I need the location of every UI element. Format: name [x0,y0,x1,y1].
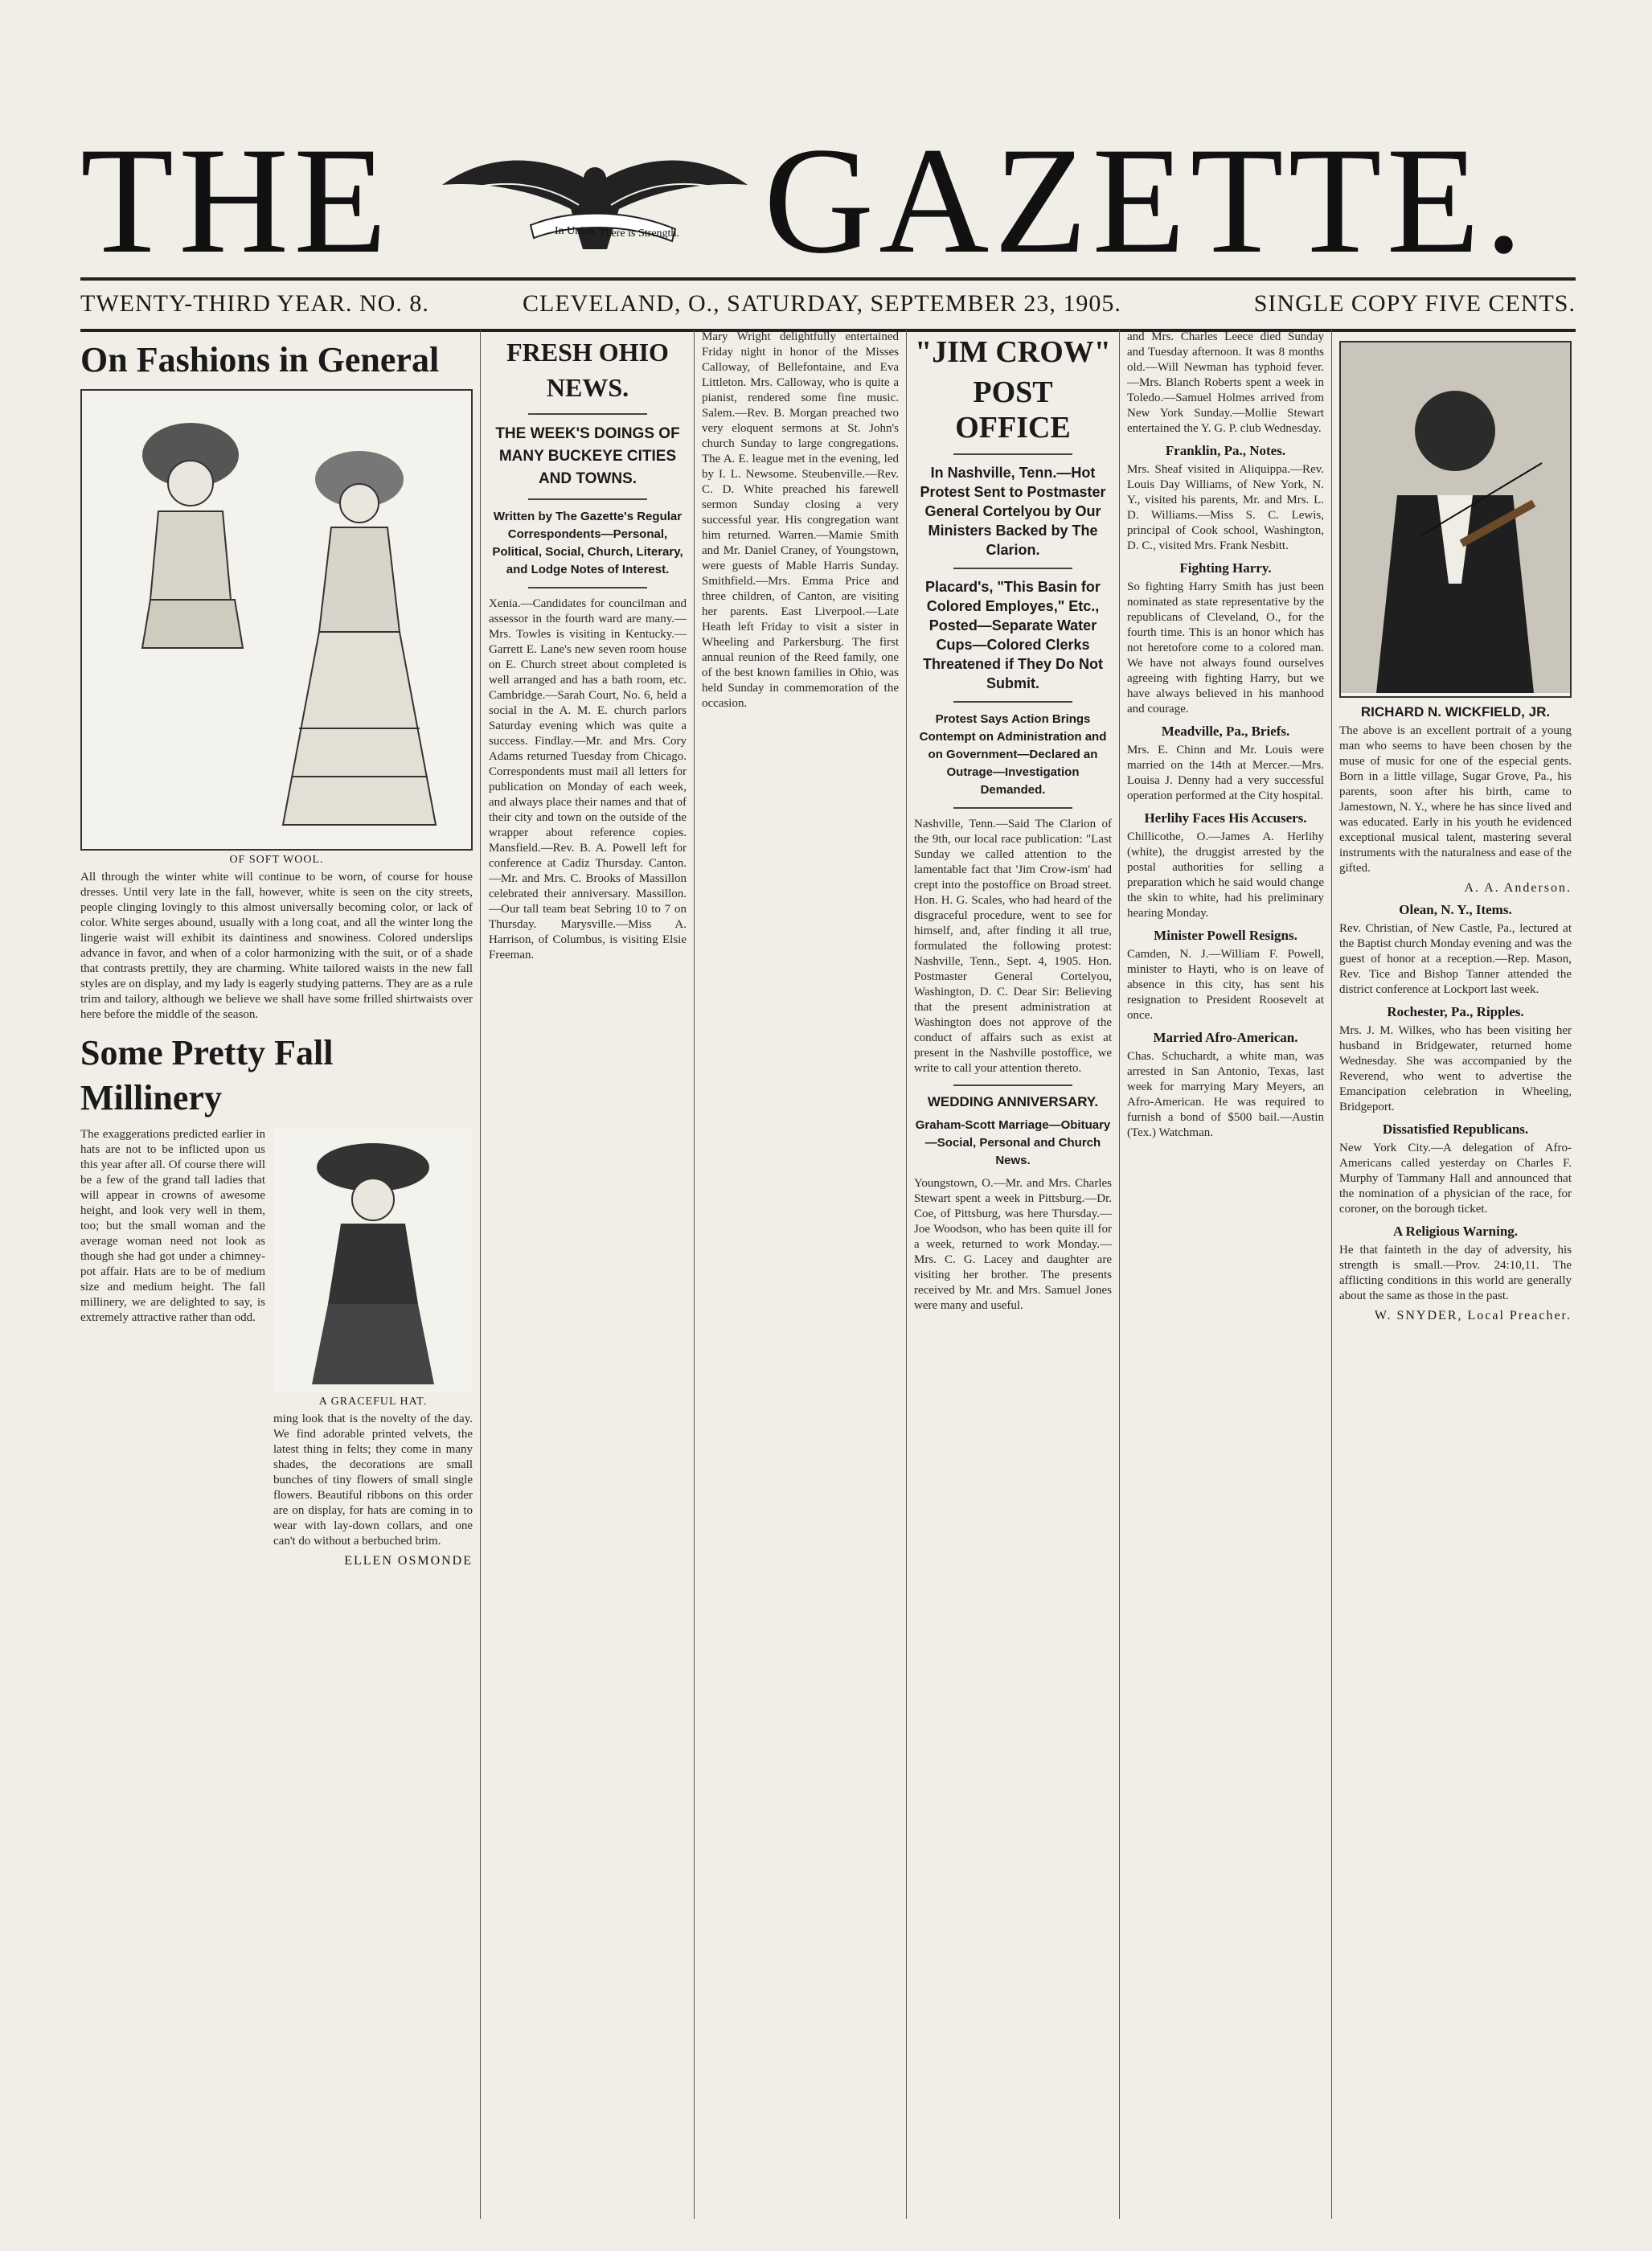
portrait-signature: A. A. Anderson. [1464,881,1572,895]
herlihy-text: Chillicothe, O.—James A. Herlihy (white), the druggist arrested by the postal authorities for selling a preparation which he said would change the skin to white, had his preliminary hearing Monday. [1127,830,1324,920]
eagle-motto-2: There is Strength. [599,228,679,240]
column-rule [1119,330,1120,2219]
woman-hat-icon [273,1127,473,1392]
olean-text: Rev. Christian, of New Castle, Pa., lectured at the Baptist church Monday evening and was the guest of honor at a reception.—Rep. Mason, Rev. Tice and Bishop Tanner attended the district conference at Lockport last week. [1339,922,1572,996]
powell-text: Camden, N. J.—William F. Powell, minister to Hayti, who is on leave of absence in this city, has sent his resignation to President Roosevelt at once. [1127,948,1324,1022]
wedding-text: Youngstown, O.—Mr. and Mrs. Charles Stewart spent a week in Pittsburg.—Dr. Coe, of Pittsburg, was here Thursday.—Joe Woodson, who has been quite ill for a week, returned to work Monday.—Mrs. C. G. Lacey and daughter are visiting her brother. The presents received by Mr. and Mrs. Samuel Jones were many and useful. [914,1177,1112,1312]
powell-head: Minister Powell Resigns. [1154,928,1297,943]
rochester-text: Mrs. J. M. Wilkes, who has been visiting her husband in Bridgewater, returned home Wednesday. She was accompanied by the Reverend, who went to advertise the Emancipation celebration in Wheeling, Bridgeport. [1339,1024,1572,1113]
divider [953,453,1072,455]
divider [528,587,647,588]
religious-text: He that fainteth in the day of adversity, his strength is small.—Prov. 24:10,11. The afflicting conditions in this world are generally about the same as those in the past. [1339,1244,1572,1302]
fashion-caption: OF SOFT WOOL. [229,854,324,866]
portrait-caption: RICHARD N. WICKFIELD, JR. [1360,704,1551,720]
jim-crow-headline-2: POST OFFICE [955,375,1071,445]
column-rule [1331,330,1332,2219]
religious-head: A Religious Warning. [1392,1224,1519,1239]
divider [953,807,1072,809]
ohio-news-continued-text: Mary Wright delightfully entertained Friday night in honor of the Misses Calloway, of Bellefontaine, and Eva Littleton. Mrs. Calloway, who is quite a pianist, rendered some fine music. Salem.—Rev. B. Morgan preached two very eloquent sermons at St. John's church Sunday to large congregations. The A. E. league met in the evening, led by I. L. Newsome. Steubenville.—Rev. C. D. White preached his farewell sermon Sunday closing a very successful year. His congregation want him returned. Warren.—Mamie Smith and Mr. Daniel Craney, of Youngstown, were guests of Mable Harris Sunday. Smithfield.—Mrs. Emma Price and three children, of Canton, are visiting her parents. East Liverpool.—Late Heath left Friday to visit a sister in Wheeling and Parkersburg. The first annual reunion of the Reed family, one of the best known families in Ohio, was held Sunday in commemoration of the occasion. [702,330,899,710]
franklin-text: Mrs. Sheaf visited in Aliquippa.—Rev. Louis Day Williams, of New York, N. Y., visited his parents, Mr. and Mrs. L. D. Williams.—Miss S. C. Lewis, principal of Cook school, Washington, D. C., visited Mrs. Frank Nesbitt. [1127,463,1324,552]
column-jim-crow [914,330,1112,2219]
column-fashions [80,330,473,2219]
rochester-head: Rochester, Pa., Ripples. [1387,1004,1524,1019]
meadville-head: Meadville, Pa., Briefs. [1161,724,1290,739]
divider [953,568,1072,569]
column-ohio-news-continued [702,330,899,2219]
two-women-dresses-icon [82,391,471,846]
jim-crow-deck-2: Protest Says Action Brings Contempt on Administration and on Government—Declared an Outrage—Investigation Demanded. [919,712,1107,797]
masthead-the: THE [80,117,392,285]
ohio-news-headline: FRESH OHIO NEWS. [506,338,669,402]
dissatisfied-text: New York City.—A delegation of Afro-Americans called yesterday on Charles F. Murphy of Tammany Hall and announced that the nomination of a physician of the race, for coroner, on the borough ticket. [1339,1142,1572,1216]
portrait-text: The above is an excellent portrait of a young man who seems to have been chosen by the muse of music for one of the especial gents. Born in a little village, Sugar Grove, Pa., his parents, soon after his birth, came to Jamestown, N. Y., where he has since lived and was educated. Early in his youth he evidenced exceptional musical talent, mastering several instruments with the naturalness and ease of the gifted. [1339,724,1572,875]
dateline [80,277,1576,332]
millinery-left-column [80,1127,265,1573]
jim-crow-deck: In Nashville, Tenn.—Hot Protest Sent to Postmaster General Cortelyou by Our Ministers Backed by The Clarion. [920,465,1106,558]
wedding-deck: Graham-Scott Marriage—Obituary—Social, Personal and Church News. [915,1118,1111,1167]
eagle-motto-1: In Union [555,225,596,237]
fighting-harry-text: So fighting Harry Smith has just been nominated as state representative by the republicans of Cleveland, O., for the fourth time. This is an honor which has not heretofore come to a colored man. We have not always found ourselves agreeing with fighting Harry, but we have always believed in his manhood and courage. [1127,580,1324,715]
fashion-headline: On Fashions in General [80,340,440,379]
olean-head: Olean, N. Y., Items. [1399,902,1512,917]
ohio-news-text: Xenia.—Candidates for councilman and assessor in the fourth ward are many.—Mrs. Towles is visiting in Kentucky.—Garrett E. Lane's new seven room house on E. Church street about completed is well arranged and has a bath room, etc. Cambridge.—Sarah Court, No. 6, held a social in the A. M. E. church parlors Saturday evening which was quite a success. Findlay.—Mr. and Mrs. Cory Adams returned Tuesday from Chicago. Correspondents must mail all letters for publication on Monday of each week, and always place their names and that of their city and town on the outside of the wrapper about reference copies. Mansfield.—Rev. B. A. Powell left for conference at Cadiz Thursday. Canton.—Mr. and Mrs. C. Brooks of Massillon celebrated their anniversary. Massillon.—Our tall team beat Sebring 10 to 7 on Thursday. Marysville.—Miss A. Harrison, of Columbus, is visiting Elsie Freeman. [489,597,687,961]
eagle-emblem-icon [434,129,756,273]
ohio-news-subdeck: Written by The Gazette's Regular Correspondents—Personal, Political, Social, Church, Literary, and Lodge Notes of Interest. [492,510,683,576]
herlihy-head: Herlihy Faces His Accusers. [1144,810,1307,826]
divider [953,1084,1072,1086]
single-copy-price: SINGLE COPY FIVE CENTS. [1253,290,1576,317]
jim-crow-headline-1: "JIM CROW" [915,335,1111,369]
ohio-news-deck: THE WEEK'S DOINGS OF MANY BUCKEYE CITIES AND TOWNS. [495,425,680,487]
religious-signature: W. SNYDER, Local Preacher. [1374,1309,1572,1322]
franklin-head: Franklin, Pa., Notes. [1165,443,1286,458]
millinery-caption: A GRACEFUL HAT. [318,1396,428,1408]
fighting-harry-head: Fighting Harry. [1179,560,1272,576]
millinery-illustration [273,1127,473,1392]
millinery-section [80,1127,473,1573]
wedding-headline: WEDDING ANNIVERSARY. [927,1094,1099,1109]
married-head: Married Afro-American. [1153,1030,1298,1045]
column-portrait [1339,330,1572,2219]
divider [528,413,647,415]
divider [953,701,1072,703]
divider [528,498,647,500]
column-local-notes [1127,330,1324,2219]
millinery-headline: Some Pretty Fall Millinery [80,1033,334,1117]
jim-crow-text: Nashville, Tenn.—Said The Clarion of the 9th, our local race publication: "Last Sunday we called attention to the lamentable fact that 'Jim Crow-ism' had crept into the postoffice on Broad street. Hon. H. G. Scales, who had heard of the disgraceful procedure, went to see for himself, and, after finding it all true, formulated the following protest: Nashville, Tenn., Sept. 4, 1905. Hon. Postmaster General Cortelyou, Washington, D. C. Dear Sir: Believing that the present administration at Washington does not approve of the conduct of affairs such as exist at present in the Nashville postoffice, we write to call your attention thereto. [914,818,1112,1075]
portrait-photo [1339,341,1572,698]
fashion-article-text: All through the winter white will continue to be worn, of course for house dresses. Until very late in the fall, however, white is seen on the city streets, people clinging lovingly to this almost universally becoming color, or lack of color. White serges abound, usually with a long coat, and all the winter long the lingerie waist will exhibit its daintiness and snowiness. Colored underslips advance in favor, and when of a color harmonizing with the suit, or of a shade that contrasts prettily, they are charming. White tailored waists in the new fall styles are on display, and my lady is eagerly studying patterns. They are as a rule trim and tailory, although we believe we shall have some frilled shirtwaists over here before the middle of the season. [80,871,473,1021]
column-ohio-news [489,330,687,2219]
masthead-gazette: GAZETTE. [764,117,1528,285]
meadville-text: Mrs. E. Chinn and Mr. Louis were married on the 14th at Mercer.—Mrs. Louisa J. Denny had a very successful operation performed at the City hospital. [1127,744,1324,802]
masthead [80,117,1576,285]
notes-text: and Mrs. Charles Leece died Sunday and Tuesday afternoon. It was 8 months old.—Will Newman has typhoid fever.—Mrs. Blanch Roberts spent a week in Toledo.—Samuel Holmes arrived from New York Sunday.—Mollie Stewart entertained the Y. G. P. club Wednesday. [1127,330,1324,435]
column-rule [694,330,695,2219]
married-text: Chas. Schuchardt, a white man, was arrested in San Antonio, Texas, last week for marrying Mary Meyers, an Afro-American. He was required to furnish a bond of $500 bail.—Austin (Tex.) Watchman. [1127,1050,1324,1139]
millinery-article-text: The exaggerations predicted earlier in hats are not to be inflicted upon us this year after all. Of course there will be a few of the grand tall ladies that will appear in crowns of awesome height, and look very well in them, too; but the small woman and the average woman need not look as though she had got under a chimney-pot affair. Hats are to be of medium size and medium height. The fall millinery, we are delighted to say, is extremely attractive rather than odd. [80,1128,265,1324]
place-date: CLEVELAND, O., SATURDAY, SEPTEMBER 23, 1905. [523,290,1121,317]
millinery-right-column [273,1127,473,1573]
millinery-article-text-2: ming look that is the novelty of the day. We find adorable printed velvets, the latest thing in felts; they come in many shades, the decorations are small bunches of tiny flowers of small single flowers. Beautiful ribbons on this order are on display, for hats are coming in to wear with lay-down collars, and one can't do without a berbuched brim. [273,1413,473,1548]
dissatisfied-head: Dissatisfied Republicans. [1382,1121,1529,1137]
column-rule [906,330,907,2219]
millinery-author: ELLEN OSMONDE [344,1554,473,1568]
jim-crow-subdeck: Placard's, "This Basin for Colored Employes," Etc., Posted—Separate Water Cups—Colored Clerks Threatened if They Do Not Submit. [922,579,1103,691]
year-number: TWENTY-THIRD YEAR. NO. 8. [80,290,429,317]
fashion-illustration [80,389,473,851]
column-rule [480,330,481,2219]
violinist-portrait-icon [1341,342,1570,693]
